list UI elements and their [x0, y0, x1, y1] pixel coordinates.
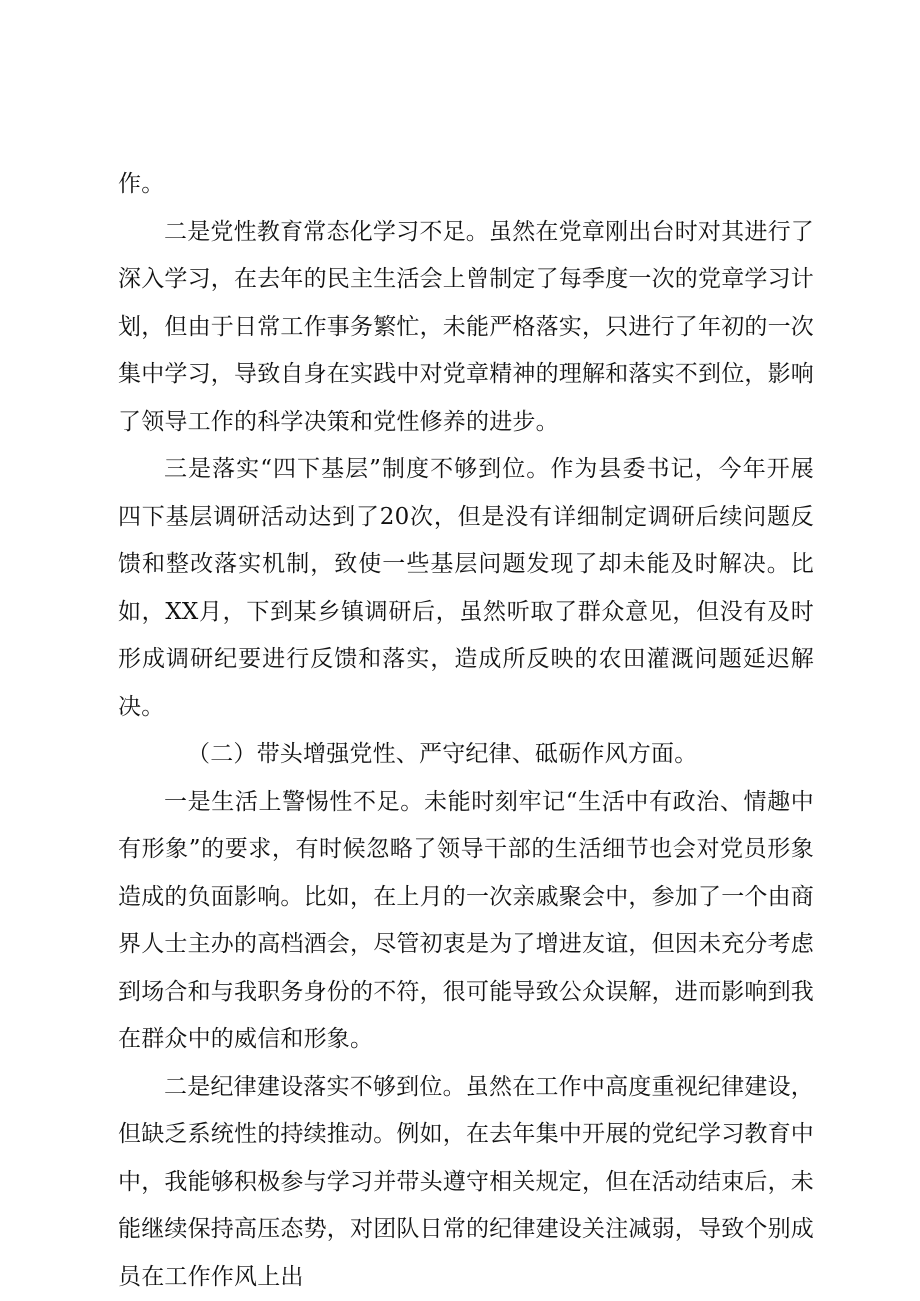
- document-body: [118, 161, 814, 1301]
- paragraph-party-education: 二是党性教育常态化学习不足。虽然在党章刚出台时对其进行了深入学习，在去年的民主生活会上曾制定了每季度一次的党章学习计划，但由于日常工作事务繁忙，未能严格落实，只进行了年初的一次集中学习，导致自身在实践中对党章精神的理解和落实不到位，影响了领导工作的科学决策和党性修养的进步。: [118, 218, 814, 435]
- paragraph-discipline-building: 二是纪律建设落实不够到位。虽然在工作中高度重视纪律建设，但缺乏系统性的持续推动。例如，在去年集中开展的党纪学习教育中中，我能够积极参与学习并带头遵守相关规定，但在活动结束后，未能继续保持高压态势，对团队日常的纪律建设关注减弱，导致个别成员在工作作风上出: [118, 1073, 814, 1290]
- paragraph-life-vigilance: 一是生活上警惕性不足。未能时刻牢记“生活中有政治、情趣中有形象”的要求，有时候忽略了领导干部的生活细节也会对党员形象造成的负面影响。比如，在上月的一次亲戚聚会中，参加了一个由商界人士主办的高档酒会，尽管初衷是为了增进友谊，但因未充分考虑到场合和与我职务身份的不符，很可能导致公众误解，进而影响到我在群众中的威信和形象。: [118, 788, 814, 1052]
- paragraph-continuation: 作。: [118, 171, 165, 197]
- section-heading: （二）带头增强党性、严守纪律、砥砺作风方面。: [187, 741, 698, 767]
- paragraph-grassroots-system: 三是落实“四下基层”制度不够到位。作为县委书记，今年开展四下基层调研活动达到了20次，但是没有详细制定调研后续问题反馈和整改落实机制，致使一些基层问题发现了却未能及时解决。比如，XX月，下到某乡镇调研后，虽然听取了群众意见，但没有及时形成调研纪要进行反馈和落实，造成所反映的农田灌溉问题延迟解决。: [118, 456, 814, 720]
